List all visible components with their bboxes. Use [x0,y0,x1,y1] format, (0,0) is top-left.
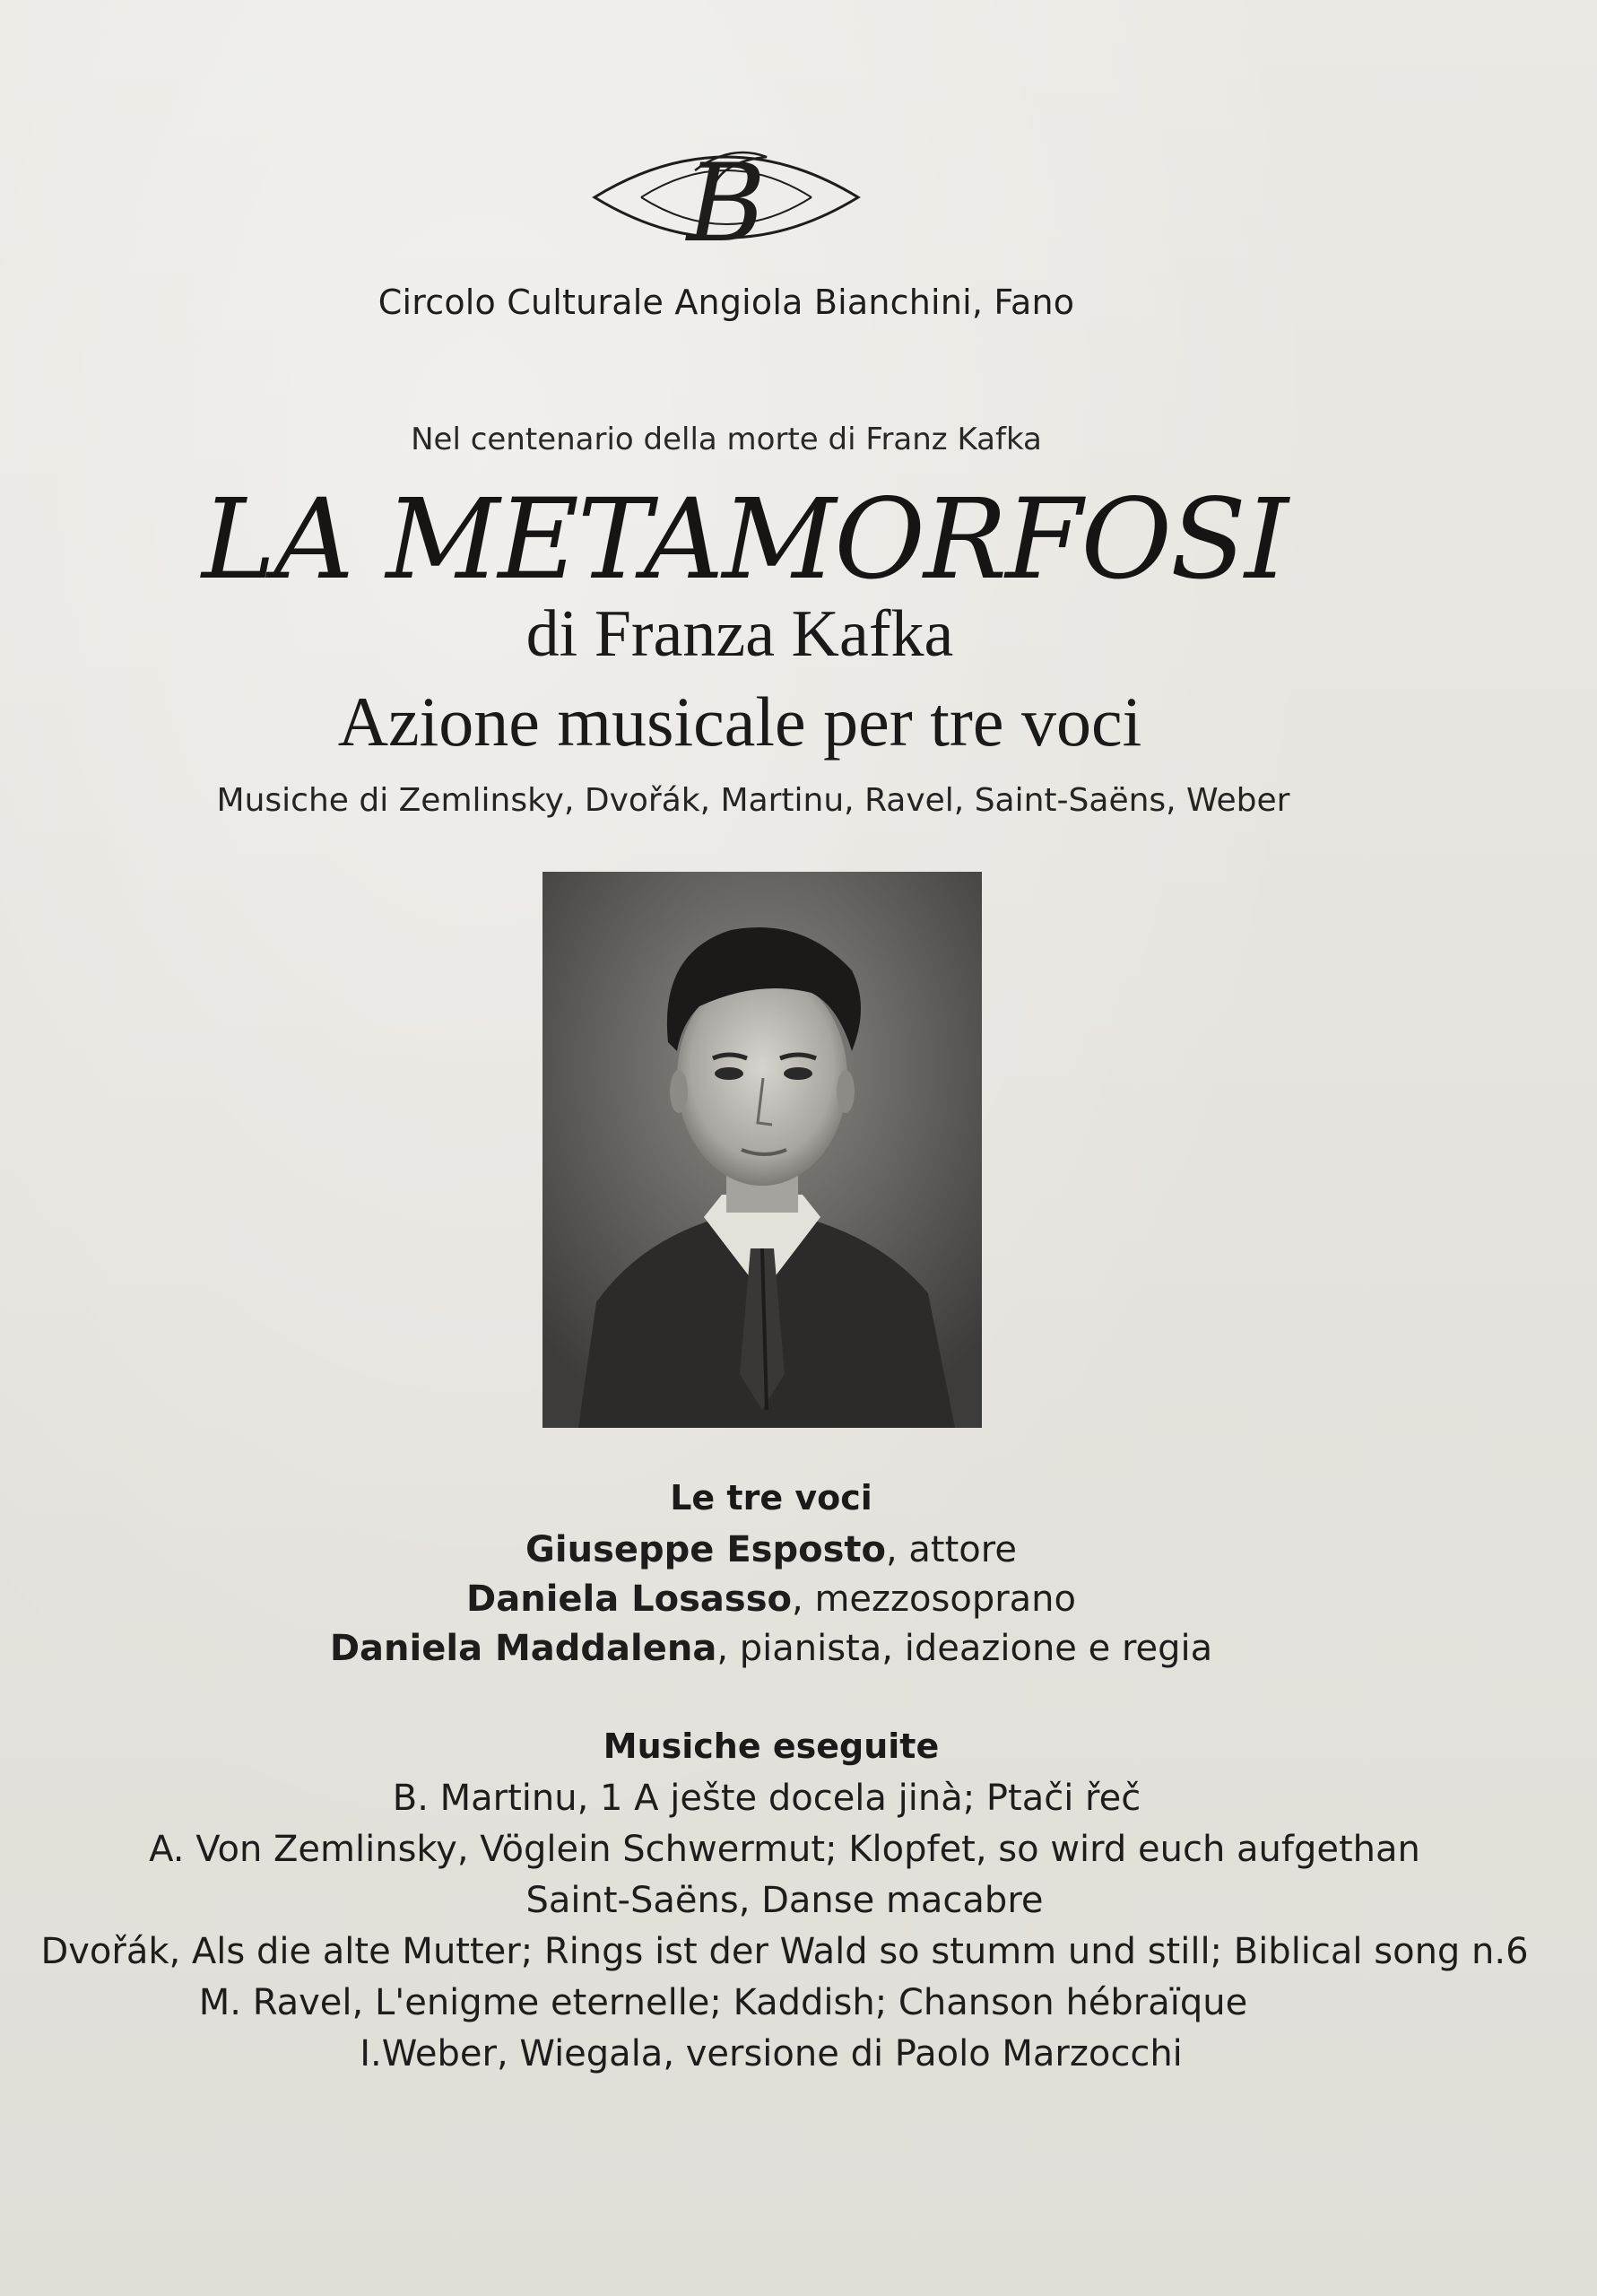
cast-member-role: , pianista, ideazione e regia [716,1628,1213,1669]
cast-member [0,1628,1542,1669]
program-piece: Saint-Saëns, Danse macabre [525,1880,1044,1921]
cast-member [0,1529,1542,1570]
program-piece: B. Martinu, 1 A ješte docela jinà; Ptači řeč [392,1778,1141,1819]
program-piece: Dvořák, Als die alte Mutter; Rings ist der Wald so stumm und still; Biblical song n.6 [40,1931,1529,1972]
kafka-portrait-photo [542,872,982,1428]
author-line: di Franza Kafka [525,597,954,671]
organization-name: Circolo Culturale Angiola Bianchini, Fano [378,283,1075,322]
centenary-line: Nel centenario della morte di Franz Kafka [411,422,1042,457]
cast-member-role: , mezzosoprano [792,1578,1076,1620]
cast-member-name: Daniela Maddalena [329,1628,717,1669]
cast-member-role: , attore [885,1529,1017,1570]
logo-monogram: B [686,142,767,266]
cast-member-name: Daniela Losasso [466,1578,793,1620]
event-title: LA METAMORFOSI [202,475,1287,604]
program-piece: A. Von Zemlinsky, Vöglein Schwermut; Klopfet, so wird euch aufgethan [149,1829,1420,1870]
cast-heading: Le tre voci [670,1478,872,1518]
program-piece: M. Ravel, L'enigme eternelle; Kaddish; Chanson hébraïque [198,1982,1248,2023]
circolo-eye-logo [587,126,865,269]
cast-member [0,1578,1542,1620]
program-heading: Musiche eseguite [603,1726,940,1766]
program-piece: I.Weber, Wiegala, versione di Paolo Marzocchi [360,2033,1183,2074]
event-subtitle: Azione musicale per tre voci [337,683,1142,761]
composers-line: Musiche di Zemlinsky, Dvořák, Martinu, Ravel, Saint-Saëns, Weber [216,782,1290,819]
cast-member-name: Giuseppe Esposto [525,1529,886,1570]
